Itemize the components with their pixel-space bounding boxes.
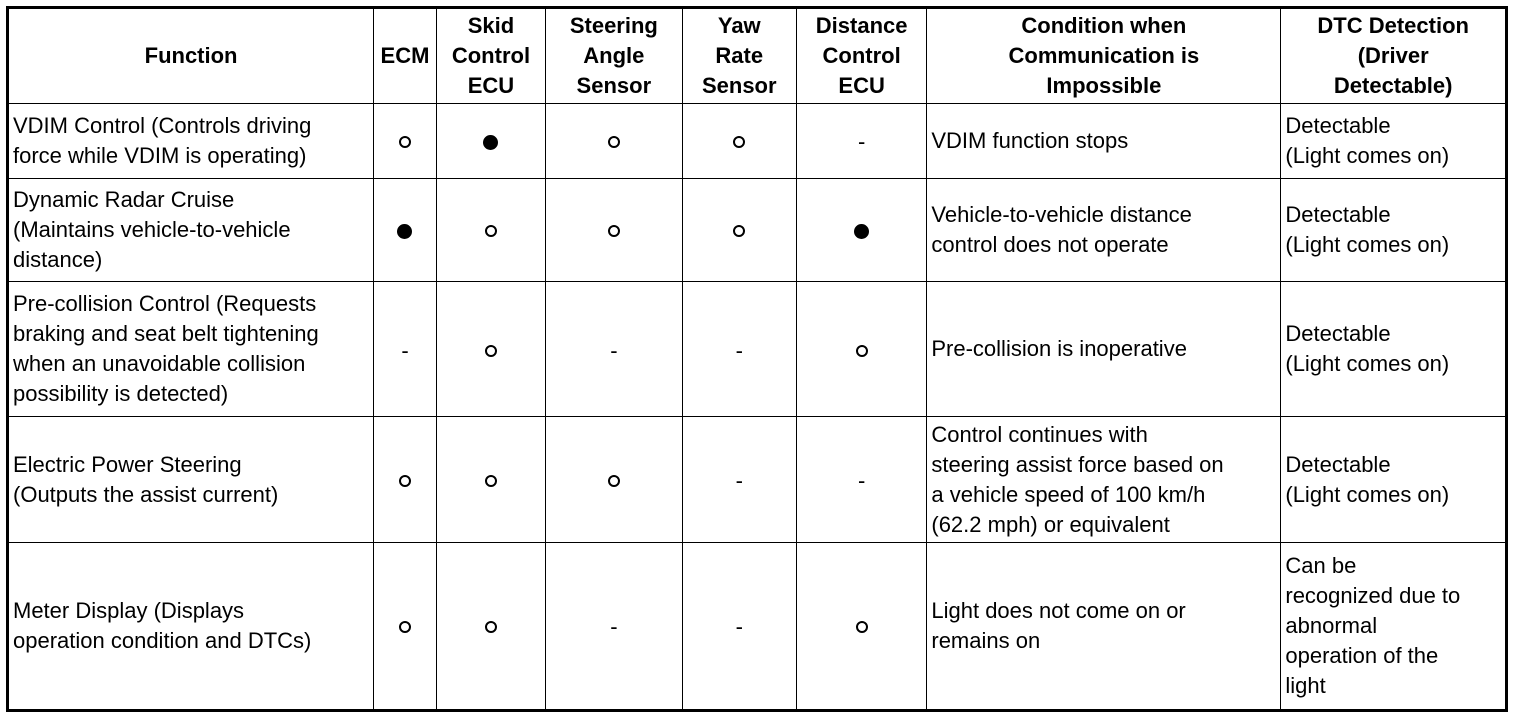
open-circle-icon bbox=[733, 225, 745, 237]
header-line: Communication is bbox=[1008, 43, 1200, 68]
distance-control-ecu-cell bbox=[796, 542, 926, 710]
ecm-cell bbox=[374, 542, 437, 710]
table-header bbox=[8, 8, 1507, 104]
header-yaw-rate-sensor bbox=[682, 8, 796, 104]
filled-circle-icon bbox=[483, 135, 498, 150]
cell-line: Detectable bbox=[1285, 202, 1391, 228]
cell-line: (Light comes on) bbox=[1285, 142, 1450, 168]
dtc-detection-cell bbox=[1281, 542, 1507, 710]
distance-control-ecu-cell bbox=[796, 282, 926, 417]
cell-line: Meter Display (Displays bbox=[13, 597, 245, 623]
header-row bbox=[8, 8, 1507, 104]
open-circle-icon bbox=[485, 345, 497, 357]
cell-line: (Maintains vehicle-to-vehicle bbox=[13, 217, 291, 243]
cell-line: recognized due to bbox=[1285, 582, 1461, 608]
cell-line: possibility is detected) bbox=[13, 381, 229, 407]
cell-line: braking and seat belt tightening bbox=[13, 321, 319, 347]
yaw-rate-sensor-cell bbox=[682, 542, 796, 710]
function-cell bbox=[8, 542, 374, 710]
header-line: Rate bbox=[715, 43, 764, 68]
yaw-rate-sensor-cell bbox=[682, 417, 796, 543]
header-line: Sensor bbox=[576, 73, 652, 98]
function-cell bbox=[8, 178, 374, 282]
table-row bbox=[8, 178, 1507, 282]
cell-line: light bbox=[1285, 672, 1326, 698]
skid-control-ecu-cell bbox=[436, 542, 545, 710]
cell-line: VDIM function stops bbox=[931, 127, 1129, 153]
cell-line: remains on bbox=[931, 627, 1041, 653]
table-row bbox=[8, 104, 1507, 179]
cell-line: Dynamic Radar Cruise bbox=[13, 187, 235, 213]
filled-circle-icon bbox=[854, 224, 869, 239]
header-line: Control bbox=[451, 43, 531, 68]
open-circle-icon bbox=[608, 475, 620, 487]
yaw-rate-sensor-cell bbox=[682, 104, 796, 179]
header-line: Detectable) bbox=[1333, 73, 1453, 98]
filled-circle-icon bbox=[397, 224, 412, 239]
dash-icon: - bbox=[735, 467, 743, 493]
cell-line: control does not operate bbox=[931, 232, 1169, 258]
header-dtc-detection bbox=[1281, 8, 1507, 104]
open-circle-icon bbox=[485, 621, 497, 633]
open-circle-icon bbox=[485, 225, 497, 237]
skid-control-ecu-cell bbox=[436, 104, 545, 179]
cell-line: Detectable bbox=[1285, 321, 1391, 347]
header-line: Sensor bbox=[701, 73, 777, 98]
dtc-detection-cell bbox=[1281, 104, 1507, 179]
cell-line: force while VDIM is operating) bbox=[13, 142, 307, 168]
open-circle-icon bbox=[485, 475, 497, 487]
cell-line: abnormal bbox=[1285, 612, 1378, 638]
steering-angle-sensor-cell bbox=[546, 417, 683, 543]
open-circle-icon bbox=[399, 621, 411, 633]
dash-icon: - bbox=[610, 614, 618, 640]
dtc-detection-cell bbox=[1281, 417, 1507, 543]
open-circle-icon bbox=[399, 136, 411, 148]
dash-icon: - bbox=[735, 614, 743, 640]
table-body bbox=[8, 104, 1507, 711]
cell-line: Detectable bbox=[1285, 112, 1391, 138]
condition-cell bbox=[927, 178, 1281, 282]
steering-angle-sensor-cell bbox=[546, 282, 683, 417]
ecm-cell bbox=[374, 178, 437, 282]
cell-line: (Light comes on) bbox=[1285, 481, 1450, 507]
dash-icon: - bbox=[857, 467, 866, 493]
header-line: Skid bbox=[467, 13, 515, 38]
table-row bbox=[8, 282, 1507, 417]
dash-icon: - bbox=[401, 337, 409, 363]
yaw-rate-sensor-cell bbox=[682, 282, 796, 417]
header-line: ECU bbox=[838, 73, 885, 98]
open-circle-icon bbox=[733, 136, 745, 148]
header-line: Control bbox=[822, 43, 901, 68]
skid-control-ecu-cell bbox=[436, 417, 545, 543]
header-line: Yaw bbox=[717, 13, 761, 38]
header-line: (Driver bbox=[1357, 43, 1429, 68]
header-ecm bbox=[374, 8, 437, 104]
cell-line: when an unavoidable collision bbox=[13, 351, 306, 377]
function-cell bbox=[8, 282, 374, 417]
cell-line: Light does not come on or bbox=[931, 597, 1186, 623]
condition-cell bbox=[927, 417, 1281, 543]
distance-control-ecu-cell bbox=[796, 417, 926, 543]
table-row bbox=[8, 542, 1507, 710]
condition-cell bbox=[927, 282, 1281, 417]
function-communication-table bbox=[6, 6, 1508, 712]
header-line: Function bbox=[144, 43, 238, 68]
cell-line: Pre-collision is inoperative bbox=[931, 336, 1187, 362]
cell-line: (62.2 mph) or equivalent bbox=[931, 511, 1170, 537]
ecm-cell bbox=[374, 104, 437, 179]
skid-control-ecu-cell bbox=[436, 178, 545, 282]
cell-line: operation condition and DTCs) bbox=[13, 627, 312, 653]
condition-cell bbox=[927, 104, 1281, 179]
header-line: Angle bbox=[583, 43, 645, 68]
header-line: Steering bbox=[569, 13, 658, 38]
dash-icon: - bbox=[735, 337, 743, 363]
distance-control-ecu-cell bbox=[796, 104, 926, 179]
distance-control-ecu-cell bbox=[796, 178, 926, 282]
header-line: Condition when bbox=[1021, 13, 1187, 38]
header-line: Distance bbox=[815, 13, 908, 38]
open-circle-icon bbox=[856, 621, 868, 633]
table-row bbox=[8, 417, 1507, 543]
cell-line: Can be bbox=[1285, 552, 1357, 578]
cell-line: steering assist force based on bbox=[931, 451, 1224, 477]
cell-line: a vehicle speed of 100 km/h bbox=[931, 481, 1206, 507]
cell-line: operation of the bbox=[1285, 642, 1439, 668]
header-line: ECU bbox=[467, 73, 515, 98]
steering-angle-sensor-cell bbox=[546, 178, 683, 282]
open-circle-icon bbox=[856, 345, 868, 357]
yaw-rate-sensor-cell bbox=[682, 178, 796, 282]
function-cell bbox=[8, 417, 374, 543]
header-skid-control-ecu bbox=[436, 8, 545, 104]
header-distance-control-ecu bbox=[796, 8, 926, 104]
header-line: ECM bbox=[380, 43, 430, 68]
cell-line: (Light comes on) bbox=[1285, 351, 1450, 377]
cell-line: Electric Power Steering bbox=[13, 451, 242, 477]
function-cell bbox=[8, 104, 374, 179]
header-steering-angle-sensor bbox=[546, 8, 683, 104]
ecm-cell bbox=[374, 417, 437, 543]
condition-cell bbox=[927, 542, 1281, 710]
cell-line: Detectable bbox=[1285, 451, 1391, 477]
cell-line: Control continues with bbox=[931, 421, 1148, 447]
header-function bbox=[8, 8, 374, 104]
steering-angle-sensor-cell bbox=[546, 542, 683, 710]
open-circle-icon bbox=[399, 475, 411, 487]
cell-line: (Light comes on) bbox=[1285, 232, 1450, 258]
open-circle-icon bbox=[608, 225, 620, 237]
ecm-cell bbox=[374, 282, 437, 417]
cell-line: Pre-collision Control (Requests bbox=[13, 291, 317, 317]
open-circle-icon bbox=[608, 136, 620, 148]
skid-control-ecu-cell bbox=[436, 282, 545, 417]
header-condition bbox=[927, 8, 1281, 104]
dash-icon: - bbox=[857, 129, 866, 155]
dtc-detection-cell bbox=[1281, 178, 1507, 282]
header-line: Impossible bbox=[1046, 73, 1162, 98]
steering-angle-sensor-cell bbox=[546, 104, 683, 179]
dash-icon: - bbox=[610, 337, 618, 363]
cell-line: (Outputs the assist current) bbox=[13, 481, 279, 507]
header-line: DTC Detection bbox=[1317, 13, 1469, 38]
dtc-detection-cell bbox=[1281, 282, 1507, 417]
cell-line: distance) bbox=[13, 247, 103, 273]
cell-line: VDIM Control (Controls driving bbox=[13, 112, 312, 138]
cell-line: Vehicle-to-vehicle distance bbox=[931, 202, 1192, 228]
